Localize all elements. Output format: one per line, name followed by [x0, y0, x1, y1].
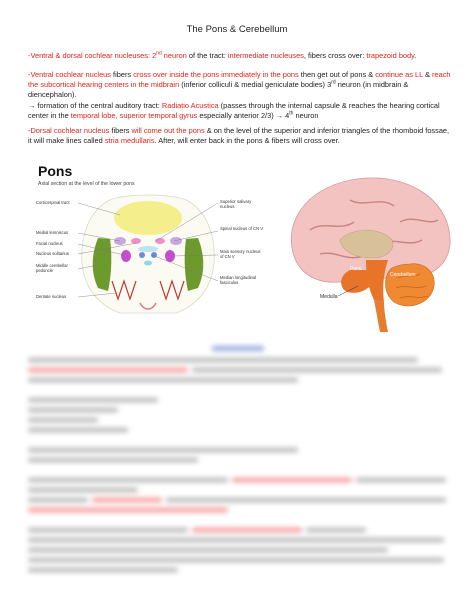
label-main-sensory-nucleus: Main sensory nucleus of CN V: [220, 249, 261, 259]
blurred-line: [28, 528, 188, 532]
blurred-line: [28, 428, 128, 432]
text-span: fibers: [109, 126, 132, 135]
paragraph-ventral-dorsal-cochlear: [28, 51, 452, 61]
text-span: . After, will enter back in the pons & fibers will cross over.: [154, 136, 340, 146]
label-middle-cerebellar-peduncle: Middle cerebellar peduncle: [36, 263, 68, 273]
blurred-line: [28, 448, 298, 452]
pons-figure-title: Pons: [38, 163, 73, 179]
text-span: cross over inside the pons immediately in the pons: [133, 70, 299, 79]
pons-figure: [28, 163, 268, 323]
text-span: -Dorsal cochlear nucleus: [28, 126, 110, 135]
text-span: then get out of pons &: [298, 70, 376, 79]
label-dentate-nucleus: Dentate nucleus: [36, 294, 67, 299]
label-median-longitudinal-fasciculus: Median longitudinal fasciculus: [220, 275, 257, 285]
blurred-line: [28, 398, 158, 402]
blurred-line: [28, 498, 88, 502]
label-medial-lemniscus: Medial lemniscus: [36, 230, 69, 235]
text-span: will come out the pons: [131, 126, 205, 135]
paragraph-dorsal-cochlear: [28, 126, 452, 146]
label-cerebellum: Cerebellum: [390, 272, 416, 278]
label-medulla: Medulla: [320, 294, 338, 300]
blurred-line: [28, 538, 444, 542]
text-span: (passes through the internal capsule & reaches the hearing cortical center in the: [28, 100, 440, 120]
text-span: neuron: [161, 51, 187, 60]
blurred-line: [28, 418, 98, 422]
blurred-line: [28, 458, 198, 462]
blurred-line: [232, 478, 352, 482]
text-span: (inferior colliculi & medial geniculate bodies) 3: [179, 80, 332, 90]
document-title: The Pons & Cerebellum: [186, 24, 288, 35]
blurred-line: [28, 568, 178, 572]
text-span: of the tract:: [186, 51, 228, 60]
text-span: & on the level of the superior and inferior triangles of the rhomboid fossae, it will make lines called: [28, 126, 450, 146]
blurred-line: [28, 368, 188, 372]
text-span: → formation of the central auditory tract:: [28, 100, 162, 110]
text-span: trapezoid body: [366, 51, 415, 60]
blurred-line: [28, 378, 298, 382]
label-spinal-cord: Spinal: [369, 308, 377, 321]
pons-section-illustration: [28, 163, 268, 323]
blurred-line: [28, 358, 418, 362]
blurred-line: [28, 548, 388, 552]
text-span: neuron (in midbrain & diencephalon).: [28, 80, 409, 100]
label-corticospinal-tract: Corticospinal tract: [36, 200, 70, 205]
blurred-line: [92, 498, 162, 502]
text-span: &: [423, 70, 433, 79]
paragraph-ventral-cochlear: [28, 70, 452, 121]
blurred-line: [28, 508, 228, 512]
text-span: -Ventral & dorsal cochlear nucleuses: 2: [28, 51, 157, 60]
text-span: Radiatio Acustica: [161, 100, 219, 110]
text-span: continue as LL: [375, 70, 423, 79]
superscript: rd: [331, 79, 336, 86]
text-span: neuron: [293, 110, 319, 120]
blurred-line: [356, 478, 446, 482]
blurred-line: [306, 528, 366, 532]
blurred-line: [28, 408, 118, 412]
blurred-content-region: [0, 338, 474, 613]
blurred-line: [28, 488, 138, 492]
text-span: especially anterior 2/3) → 4: [197, 110, 290, 120]
pons-figure-subtitle: Axial section at the level of the lower pons: [38, 181, 135, 187]
brain-sagittal-figure: [280, 170, 460, 335]
blurred-line: [28, 478, 228, 482]
blurred-line: [192, 368, 442, 372]
label-pons: Pons: [350, 266, 362, 272]
label-nucleus-solitarius: Nucleus solitarius: [36, 251, 69, 256]
text-span: stria medullaris: [104, 136, 155, 146]
blurred-line: [28, 558, 444, 562]
label-facial-nucleus: Facial nucleus: [36, 241, 63, 246]
label-spinal-nucleus-cn-v: Spinal nucleus of CN V: [220, 226, 264, 231]
blurred-line: [192, 528, 302, 532]
superscript: nd: [156, 50, 162, 57]
superscript: th: [289, 110, 294, 117]
blurred-heading: [212, 346, 264, 351]
text-span: , fibers cross over:: [303, 51, 367, 60]
blurred-line: [166, 498, 446, 502]
text-span: intermediate nucleuses: [227, 51, 304, 60]
label-superior-salivary-nucleus: Superior salivary nucleus: [220, 199, 252, 209]
text-span: fibers: [111, 70, 134, 79]
text-span: temporal lobe, superior temporal gyrus: [70, 110, 198, 120]
text-span: reach the subcortical hearing centers in the midbrain: [28, 70, 451, 90]
text-span: .: [414, 51, 417, 60]
text-span: -Ventral cochlear nucleus: [28, 70, 111, 79]
